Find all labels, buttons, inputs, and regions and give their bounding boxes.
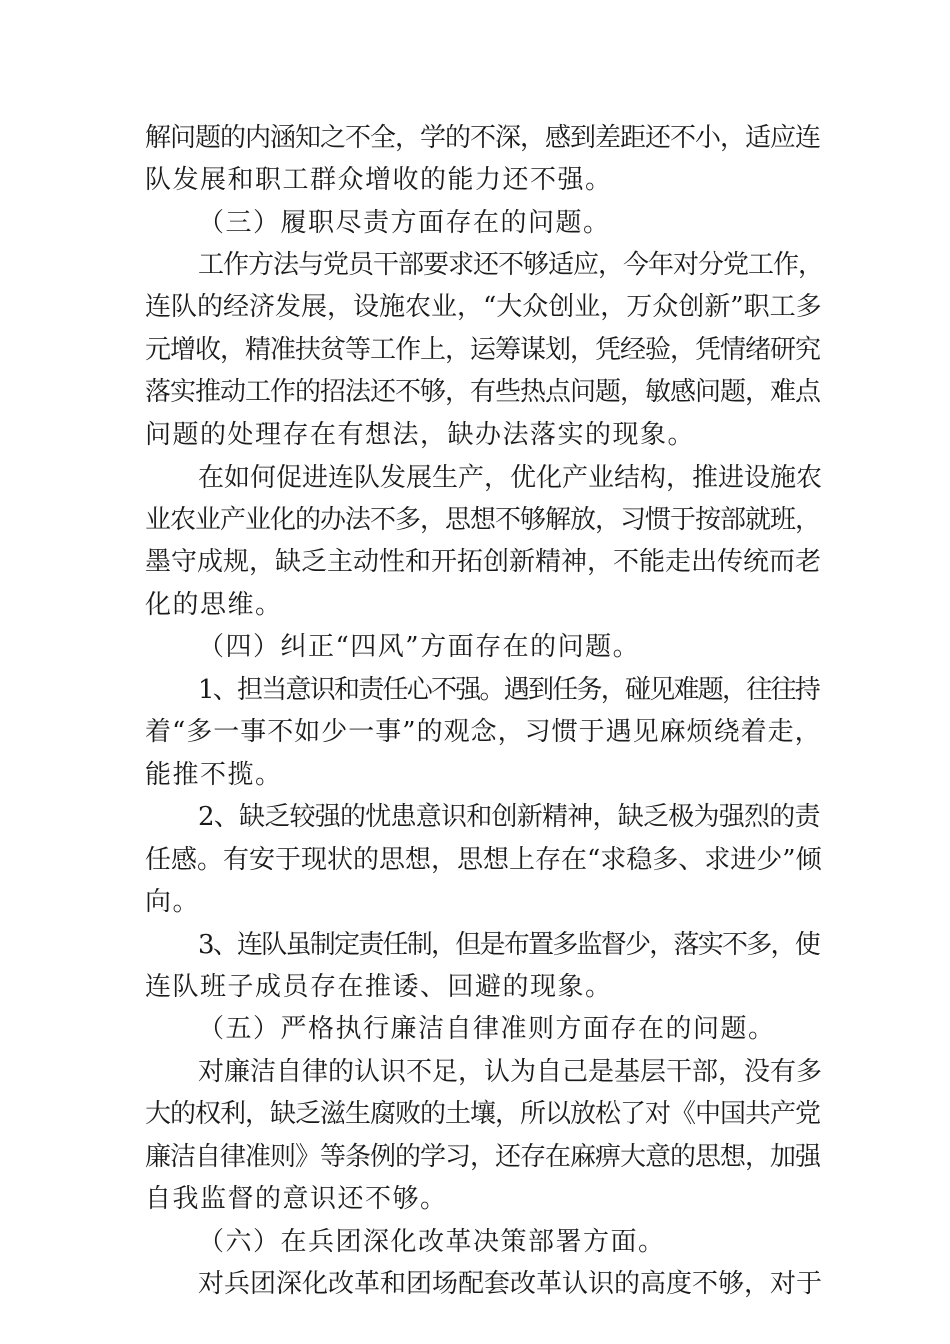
section-heading-4: （四）纠正“四风”方面存在的问题。 — [198, 632, 641, 662]
paragraph-line: 问题的处理存在有想法，缺办法落实的现象。 — [145, 420, 696, 450]
paragraph-line: 1、担当意识和责任心不强。遇到任务，碰见难题，往往持 — [198, 675, 820, 705]
paragraph-line: 化的思维。 — [145, 590, 283, 620]
paragraph-line: 对兵团深化改革和团场配套改革认识的高度不够，对于 — [198, 1269, 823, 1299]
section-heading-6: （六）在兵团深化改革决策部署方面。 — [198, 1227, 666, 1257]
paragraph-line: 解问题的内涵知之不全，学的不深，感到差距还不小，适应连 — [145, 123, 821, 153]
paragraph-line: 任感。有安于现状的思想，思想上存在“求稳多、求进少”倾 — [145, 845, 822, 875]
paragraph-line: 队发展和职工群众增收的能力还不强。 — [145, 165, 613, 195]
paragraph-line: 向。 — [145, 887, 201, 917]
paragraph-line: 落实推动工作的招法还不够，有些热点问题，敏感问题，难点 — [145, 377, 821, 407]
paragraph-line: 大的权利，缺乏滋生腐败的土壤，所以放松了对《中国共产党 — [145, 1099, 821, 1129]
paragraph-line: 能推不揽。 — [145, 760, 283, 790]
section-heading-5: （五）严格执行廉洁自律准则方面存在的问题。 — [198, 1014, 776, 1044]
paragraph-line: 在如何促进连队发展生产，优化产业结构，推进设施农 — [198, 463, 823, 493]
paragraph-line: 2、缺乏较强的忧患意识和创新精神，缺乏极为强烈的责 — [198, 802, 820, 832]
paragraph-line: 廉洁自律准则》等条例的学习，还存在麻痹大意的思想，加强 — [145, 1142, 821, 1172]
section-heading-3: （三）履职尽责方面存在的问题。 — [198, 208, 611, 238]
paragraph-line: 连队的经济发展，设施农业，“大众创业，万众创新”职工多 — [145, 292, 822, 322]
paragraph-line: 墨守成规，缺乏主动性和开拓创新精神，不能走出传统而老 — [145, 547, 822, 577]
paragraph-line: 业农业产业化的办法不多，思想不够解放，习惯于按部就班， — [145, 505, 821, 535]
paragraph-line: 对廉洁自律的认识不足，认为自己是基层干部，没有多 — [198, 1057, 823, 1087]
paragraph-line: 自我监督的意识还不够。 — [145, 1184, 448, 1214]
paragraph-line: 3、连队虽制定责任制，但是布置多监督少，落实不多，使 — [198, 930, 820, 960]
paragraph-line: 着“多一事不如少一事”的观念，习惯于遇见麻烦绕着走， — [145, 717, 822, 747]
paragraph-line: 工作方法与党员干部要求还不够适应，今年对分党工作， — [198, 250, 824, 280]
paragraph-line: 元增收，精准扶贫等工作上，运筹谋划，凭经验，凭情绪研究 — [145, 335, 821, 365]
paragraph-line: 连队班子成员存在推诿、回避的现象。 — [145, 972, 613, 1002]
